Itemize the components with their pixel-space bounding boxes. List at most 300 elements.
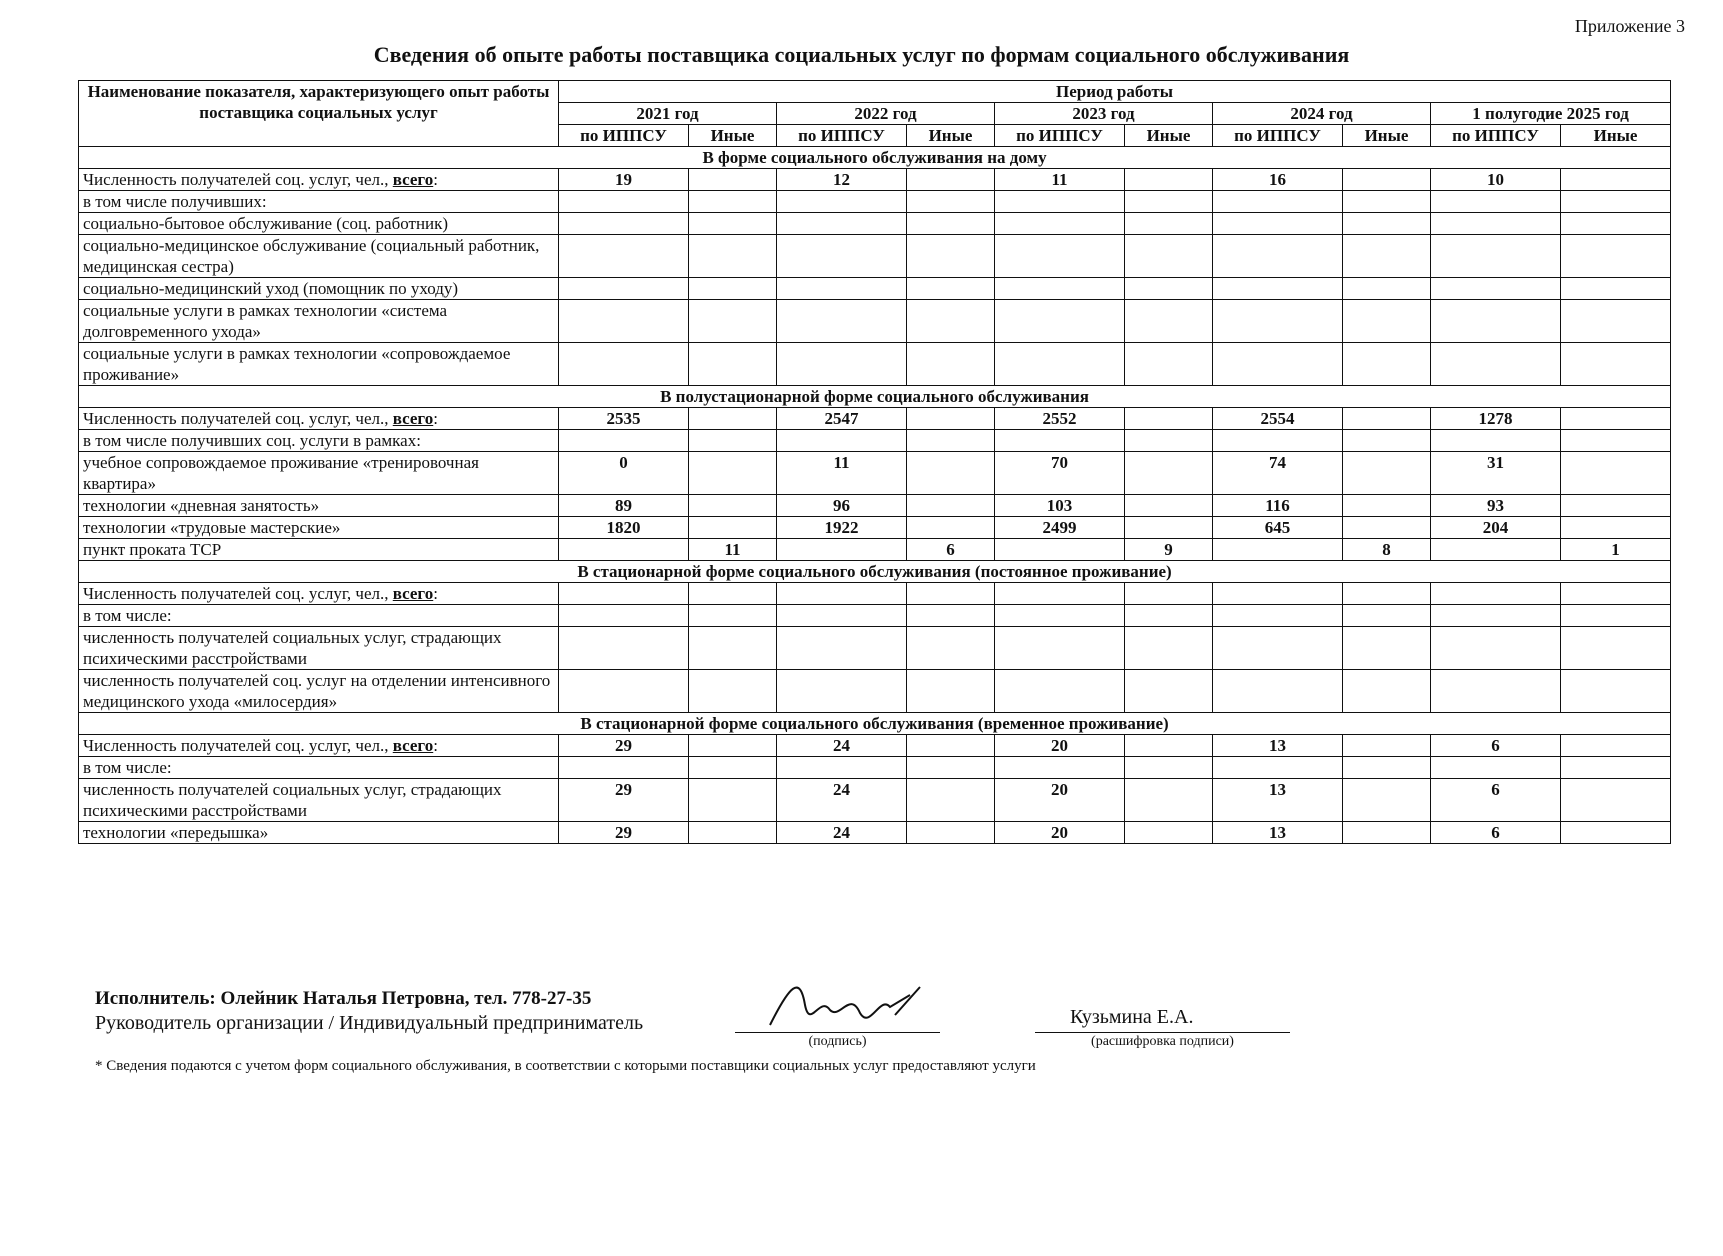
value-cell bbox=[995, 343, 1125, 386]
value-cell bbox=[559, 539, 689, 561]
value-cell: 20 bbox=[995, 779, 1125, 822]
other-column-header: Иные bbox=[689, 125, 777, 147]
value-cell: 6 bbox=[1431, 735, 1561, 757]
value-cell bbox=[1561, 670, 1671, 713]
value-cell bbox=[1213, 605, 1343, 627]
value-cell bbox=[1213, 300, 1343, 343]
value-cell bbox=[1343, 735, 1431, 757]
value-cell bbox=[1431, 235, 1561, 278]
value-cell bbox=[1125, 278, 1213, 300]
value-cell bbox=[1431, 213, 1561, 235]
table-row bbox=[79, 300, 1671, 343]
value-cell bbox=[689, 213, 777, 235]
value-cell bbox=[995, 278, 1125, 300]
value-cell bbox=[1561, 605, 1671, 627]
row-label bbox=[79, 779, 559, 822]
value-cell bbox=[1343, 670, 1431, 713]
row-label-emphasis: всего bbox=[392, 409, 434, 428]
row-label-text: учебное сопровождаемое проживание «тренировочная квартира» bbox=[83, 453, 479, 493]
row-label-text: социальные услуги в рамках технологии «сопровождаемое проживание» bbox=[83, 344, 511, 384]
row-label-emphasis: всего bbox=[392, 170, 434, 189]
value-cell bbox=[689, 670, 777, 713]
value-cell bbox=[1561, 343, 1671, 386]
value-cell: 2547 bbox=[777, 408, 907, 430]
table-row bbox=[79, 452, 1671, 495]
value-cell bbox=[907, 735, 995, 757]
value-cell bbox=[777, 235, 907, 278]
value-cell bbox=[1561, 735, 1671, 757]
value-cell bbox=[777, 757, 907, 779]
value-cell bbox=[1431, 343, 1561, 386]
value-cell bbox=[1431, 539, 1561, 561]
row-label-tail: : bbox=[433, 409, 438, 428]
value-cell bbox=[907, 278, 995, 300]
value-cell bbox=[559, 430, 689, 452]
row-label-text: социально-медицинский уход (помощник по уходу) bbox=[83, 279, 459, 298]
value-cell bbox=[777, 605, 907, 627]
section-title: В стационарной форме социального обслуживания (постоянное проживание) bbox=[79, 561, 1671, 583]
value-cell: 1922 bbox=[777, 517, 907, 539]
value-cell bbox=[1125, 583, 1213, 605]
value-cell bbox=[995, 235, 1125, 278]
value-cell bbox=[1213, 278, 1343, 300]
ippsu-column-header: по ИППСУ bbox=[559, 125, 689, 147]
value-cell bbox=[689, 300, 777, 343]
value-cell: 10 bbox=[1431, 169, 1561, 191]
row-label-text: численность получателей соц. услуг на отделении интенсивного медицинского ухода «милосердия» bbox=[83, 671, 551, 711]
value-cell: 116 bbox=[1213, 495, 1343, 517]
value-cell bbox=[689, 235, 777, 278]
row-label-text: социальные услуги в рамках технологии «система долговременного ухода» bbox=[83, 301, 448, 341]
value-cell: 24 bbox=[777, 822, 907, 844]
value-cell bbox=[1343, 627, 1431, 670]
value-cell bbox=[1561, 495, 1671, 517]
value-cell bbox=[1561, 278, 1671, 300]
value-cell bbox=[907, 213, 995, 235]
value-cell bbox=[1125, 430, 1213, 452]
value-cell bbox=[689, 408, 777, 430]
value-cell bbox=[1561, 583, 1671, 605]
table-row bbox=[79, 670, 1671, 713]
value-cell bbox=[689, 627, 777, 670]
row-label-emphasis: всего bbox=[392, 584, 434, 603]
value-cell bbox=[1431, 430, 1561, 452]
ippsu-column-header: по ИППСУ bbox=[777, 125, 907, 147]
value-cell: 8 bbox=[1343, 539, 1431, 561]
value-cell: 29 bbox=[559, 822, 689, 844]
value-cell bbox=[1343, 822, 1431, 844]
value-cell bbox=[1561, 191, 1671, 213]
value-cell bbox=[777, 627, 907, 670]
value-cell bbox=[777, 343, 907, 386]
value-cell bbox=[689, 583, 777, 605]
value-cell bbox=[1125, 343, 1213, 386]
row-label bbox=[79, 430, 559, 452]
value-cell bbox=[995, 539, 1125, 561]
table-row bbox=[79, 779, 1671, 822]
value-cell bbox=[1431, 300, 1561, 343]
row-label bbox=[79, 213, 559, 235]
section-title: В форме социального обслуживания на дому bbox=[79, 147, 1671, 169]
value-cell bbox=[689, 430, 777, 452]
value-cell bbox=[907, 408, 995, 430]
value-cell: 6 bbox=[907, 539, 995, 561]
row-label-emphasis: всего bbox=[392, 736, 434, 755]
value-cell bbox=[1343, 235, 1431, 278]
value-cell bbox=[559, 583, 689, 605]
row-label-tail: : bbox=[433, 584, 438, 603]
value-cell bbox=[777, 300, 907, 343]
value-cell bbox=[907, 627, 995, 670]
table-row bbox=[79, 583, 1671, 605]
table-row bbox=[79, 169, 1671, 191]
row-label bbox=[79, 735, 559, 757]
value-cell bbox=[995, 583, 1125, 605]
value-cell bbox=[1343, 495, 1431, 517]
value-cell bbox=[1343, 191, 1431, 213]
value-cell bbox=[1213, 757, 1343, 779]
value-cell bbox=[907, 343, 995, 386]
value-cell bbox=[1343, 343, 1431, 386]
year-header: 2022 год bbox=[777, 103, 995, 125]
value-cell bbox=[1125, 169, 1213, 191]
value-cell bbox=[995, 300, 1125, 343]
row-label-tail: : bbox=[433, 170, 438, 189]
table-row bbox=[79, 191, 1671, 213]
row-label bbox=[79, 627, 559, 670]
section-title: В полустационарной форме социального обслуживания bbox=[79, 386, 1671, 408]
value-cell: 2535 bbox=[559, 408, 689, 430]
value-cell bbox=[559, 191, 689, 213]
executor-line: Исполнитель: Олейник Наталья Петровна, тел. 778-27-35 bbox=[95, 988, 592, 1009]
table-row bbox=[79, 822, 1671, 844]
other-column-header: Иные bbox=[1561, 125, 1671, 147]
table-row bbox=[79, 408, 1671, 430]
value-cell bbox=[1213, 213, 1343, 235]
value-cell: 11 bbox=[689, 539, 777, 561]
value-cell bbox=[1431, 191, 1561, 213]
period-header: Период работы bbox=[559, 81, 1671, 103]
value-cell bbox=[995, 213, 1125, 235]
row-label-text: численность получателей социальных услуг, страдающих психическими расстройствами bbox=[83, 628, 502, 668]
value-cell: 204 bbox=[1431, 517, 1561, 539]
value-cell: 1820 bbox=[559, 517, 689, 539]
row-label-text: Численность получателей соц. услуг, чел., bbox=[83, 409, 393, 428]
value-cell bbox=[1561, 213, 1671, 235]
value-cell bbox=[689, 343, 777, 386]
signature-line bbox=[735, 1032, 940, 1033]
section-title: В стационарной форме социального обслуживания (временное проживание) bbox=[79, 713, 1671, 735]
row-label bbox=[79, 670, 559, 713]
value-cell bbox=[1561, 452, 1671, 495]
row-label-text: Численность получателей соц. услуг, чел., bbox=[83, 736, 393, 755]
value-cell bbox=[1343, 605, 1431, 627]
ippsu-column-header: по ИППСУ bbox=[1431, 125, 1561, 147]
row-label bbox=[79, 539, 559, 561]
page-title: Сведения об опыте работы поставщика социальных услуг по формам социального обслуживания bbox=[373, 42, 1350, 67]
indicator-header: Наименование показателя, характеризующего опыт работы поставщика социальных услуг bbox=[79, 81, 559, 147]
value-cell bbox=[689, 278, 777, 300]
value-cell bbox=[777, 430, 907, 452]
value-cell bbox=[1125, 735, 1213, 757]
row-label-text: социально-медицинское обслуживание (социальный работник, медицинская сестра) bbox=[83, 236, 540, 276]
value-cell bbox=[1343, 452, 1431, 495]
value-cell bbox=[995, 191, 1125, 213]
value-cell bbox=[1125, 213, 1213, 235]
row-label bbox=[79, 583, 559, 605]
table-row bbox=[79, 495, 1671, 517]
value-cell bbox=[1343, 408, 1431, 430]
value-cell: 74 bbox=[1213, 452, 1343, 495]
value-cell: 12 bbox=[777, 169, 907, 191]
value-cell bbox=[1125, 757, 1213, 779]
value-cell bbox=[1125, 605, 1213, 627]
row-label bbox=[79, 343, 559, 386]
value-cell bbox=[1343, 213, 1431, 235]
value-cell: 29 bbox=[559, 779, 689, 822]
row-label-text: в том числе получивших соц. услуги в рамках: bbox=[83, 431, 421, 450]
value-cell bbox=[1213, 430, 1343, 452]
ippsu-column-header: по ИППСУ bbox=[1213, 125, 1343, 147]
value-cell: 31 bbox=[1431, 452, 1561, 495]
value-cell bbox=[1343, 300, 1431, 343]
value-cell bbox=[689, 191, 777, 213]
value-cell bbox=[689, 822, 777, 844]
value-cell bbox=[1343, 779, 1431, 822]
value-cell: 20 bbox=[995, 735, 1125, 757]
value-cell bbox=[1561, 517, 1671, 539]
table-row bbox=[79, 735, 1671, 757]
table-row bbox=[79, 430, 1671, 452]
value-cell bbox=[559, 300, 689, 343]
table-row bbox=[79, 605, 1671, 627]
value-cell: 29 bbox=[559, 735, 689, 757]
value-cell bbox=[1125, 670, 1213, 713]
row-label-text: в том числе: bbox=[83, 606, 172, 625]
footnote: * Сведения подаются с учетом форм социального обслуживания, в соответствии с которыми поставщики социальных услуг предоставляют услуги bbox=[95, 1058, 1036, 1074]
value-cell bbox=[907, 235, 995, 278]
value-cell bbox=[907, 605, 995, 627]
value-cell bbox=[907, 169, 995, 191]
value-cell bbox=[559, 213, 689, 235]
value-cell bbox=[1343, 278, 1431, 300]
value-cell bbox=[907, 517, 995, 539]
value-cell bbox=[907, 300, 995, 343]
value-cell bbox=[559, 670, 689, 713]
value-cell bbox=[1125, 408, 1213, 430]
value-cell: 1278 bbox=[1431, 408, 1561, 430]
value-cell bbox=[777, 191, 907, 213]
table-row bbox=[79, 235, 1671, 278]
row-label bbox=[79, 191, 559, 213]
ippsu-column-header: по ИППСУ bbox=[995, 125, 1125, 147]
value-cell bbox=[777, 213, 907, 235]
value-cell: 13 bbox=[1213, 735, 1343, 757]
value-cell bbox=[689, 495, 777, 517]
row-label bbox=[79, 300, 559, 343]
value-cell bbox=[559, 235, 689, 278]
value-cell bbox=[1561, 408, 1671, 430]
value-cell bbox=[689, 757, 777, 779]
year-header: 2023 год bbox=[995, 103, 1213, 125]
value-cell bbox=[1213, 343, 1343, 386]
value-cell bbox=[1125, 191, 1213, 213]
value-cell bbox=[995, 605, 1125, 627]
signature-caption: (подпись) bbox=[808, 1034, 867, 1049]
value-cell bbox=[1125, 779, 1213, 822]
value-cell bbox=[1561, 627, 1671, 670]
value-cell bbox=[995, 627, 1125, 670]
value-cell bbox=[1213, 627, 1343, 670]
experience-table bbox=[78, 80, 1671, 844]
value-cell: 6 bbox=[1431, 822, 1561, 844]
value-cell: 9 bbox=[1125, 539, 1213, 561]
table-row bbox=[79, 627, 1671, 670]
value-cell bbox=[1343, 430, 1431, 452]
value-cell bbox=[689, 517, 777, 539]
value-cell bbox=[1343, 757, 1431, 779]
signatory-name: Кузьмина Е.А. bbox=[1070, 1006, 1194, 1028]
value-cell bbox=[1431, 757, 1561, 779]
value-cell bbox=[995, 757, 1125, 779]
value-cell bbox=[1125, 235, 1213, 278]
value-cell bbox=[1125, 822, 1213, 844]
value-cell bbox=[1213, 539, 1343, 561]
value-cell bbox=[907, 757, 995, 779]
value-cell bbox=[689, 169, 777, 191]
value-cell: 103 bbox=[995, 495, 1125, 517]
value-cell bbox=[1431, 278, 1561, 300]
value-cell bbox=[689, 452, 777, 495]
manager-line: Руководитель организации / Индивидуальный предприниматель bbox=[95, 1012, 644, 1034]
name-line bbox=[1035, 1032, 1290, 1033]
value-cell bbox=[1431, 583, 1561, 605]
row-label-tail: : bbox=[433, 736, 438, 755]
row-label-text: в том числе получивших: bbox=[83, 192, 267, 211]
value-cell bbox=[1431, 605, 1561, 627]
row-label-text: Численность получателей соц. услуг, чел., bbox=[83, 170, 393, 189]
value-cell bbox=[1125, 517, 1213, 539]
value-cell: 16 bbox=[1213, 169, 1343, 191]
value-cell: 2499 bbox=[995, 517, 1125, 539]
value-cell bbox=[1125, 495, 1213, 517]
value-cell bbox=[777, 539, 907, 561]
value-cell: 70 bbox=[995, 452, 1125, 495]
value-cell: 11 bbox=[995, 169, 1125, 191]
value-cell bbox=[1343, 583, 1431, 605]
value-cell bbox=[907, 822, 995, 844]
row-label bbox=[79, 278, 559, 300]
value-cell: 89 bbox=[559, 495, 689, 517]
value-cell bbox=[777, 278, 907, 300]
value-cell: 1 bbox=[1561, 539, 1671, 561]
value-cell bbox=[907, 452, 995, 495]
value-cell: 13 bbox=[1213, 779, 1343, 822]
value-cell bbox=[907, 430, 995, 452]
value-cell bbox=[689, 605, 777, 627]
value-cell bbox=[559, 278, 689, 300]
value-cell bbox=[777, 583, 907, 605]
value-cell bbox=[995, 430, 1125, 452]
value-cell bbox=[1561, 169, 1671, 191]
year-header: 1 полугодие 2025 год bbox=[1431, 103, 1671, 125]
row-label bbox=[79, 822, 559, 844]
row-label-text: технологии «дневная занятость» bbox=[83, 496, 320, 515]
value-cell: 11 bbox=[777, 452, 907, 495]
row-label bbox=[79, 235, 559, 278]
value-cell bbox=[1561, 757, 1671, 779]
row-label-text: социально-бытовое обслуживание (соц. работник) bbox=[83, 214, 449, 233]
value-cell bbox=[995, 670, 1125, 713]
value-cell bbox=[1431, 627, 1561, 670]
table-row bbox=[79, 539, 1671, 561]
row-label-text: технологии «передышка» bbox=[83, 823, 269, 842]
value-cell bbox=[777, 670, 907, 713]
row-label bbox=[79, 169, 559, 191]
name-caption: (расшифровка подписи) bbox=[1091, 1034, 1234, 1049]
year-header: 2021 год bbox=[559, 103, 777, 125]
value-cell bbox=[907, 779, 995, 822]
value-cell bbox=[1561, 779, 1671, 822]
value-cell: 20 bbox=[995, 822, 1125, 844]
value-cell bbox=[907, 191, 995, 213]
appendix-label: Приложение 3 bbox=[1574, 16, 1685, 36]
value-cell: 0 bbox=[559, 452, 689, 495]
other-column-header: Иные bbox=[907, 125, 995, 147]
table-row bbox=[79, 213, 1671, 235]
value-cell bbox=[559, 343, 689, 386]
value-cell bbox=[1213, 583, 1343, 605]
value-cell bbox=[1213, 191, 1343, 213]
value-cell: 19 bbox=[559, 169, 689, 191]
value-cell bbox=[1125, 452, 1213, 495]
row-label bbox=[79, 517, 559, 539]
value-cell: 24 bbox=[777, 779, 907, 822]
value-cell: 6 bbox=[1431, 779, 1561, 822]
value-cell: 13 bbox=[1213, 822, 1343, 844]
row-label bbox=[79, 605, 559, 627]
value-cell bbox=[559, 757, 689, 779]
value-cell bbox=[1343, 517, 1431, 539]
row-label-text: численность получателей социальных услуг, страдающих психическими расстройствами bbox=[83, 780, 502, 820]
value-cell: 2552 bbox=[995, 408, 1125, 430]
value-cell bbox=[1213, 670, 1343, 713]
value-cell bbox=[1343, 169, 1431, 191]
row-label bbox=[79, 452, 559, 495]
row-label-text: пункт проката ТСР bbox=[83, 540, 222, 559]
handwritten-signature bbox=[760, 975, 940, 1035]
value-cell bbox=[907, 583, 995, 605]
other-column-header: Иные bbox=[1343, 125, 1431, 147]
table-row bbox=[79, 343, 1671, 386]
value-cell bbox=[689, 735, 777, 757]
value-cell bbox=[559, 605, 689, 627]
row-label bbox=[79, 408, 559, 430]
value-cell: 93 bbox=[1431, 495, 1561, 517]
value-cell bbox=[1431, 670, 1561, 713]
row-label bbox=[79, 495, 559, 517]
value-cell bbox=[559, 627, 689, 670]
value-cell bbox=[1213, 235, 1343, 278]
value-cell bbox=[1561, 300, 1671, 343]
other-column-header: Иные bbox=[1125, 125, 1213, 147]
row-label-text: в том числе: bbox=[83, 758, 172, 777]
value-cell bbox=[689, 779, 777, 822]
table-row bbox=[79, 278, 1671, 300]
value-cell bbox=[1125, 627, 1213, 670]
value-cell bbox=[1561, 822, 1671, 844]
value-cell bbox=[1561, 430, 1671, 452]
